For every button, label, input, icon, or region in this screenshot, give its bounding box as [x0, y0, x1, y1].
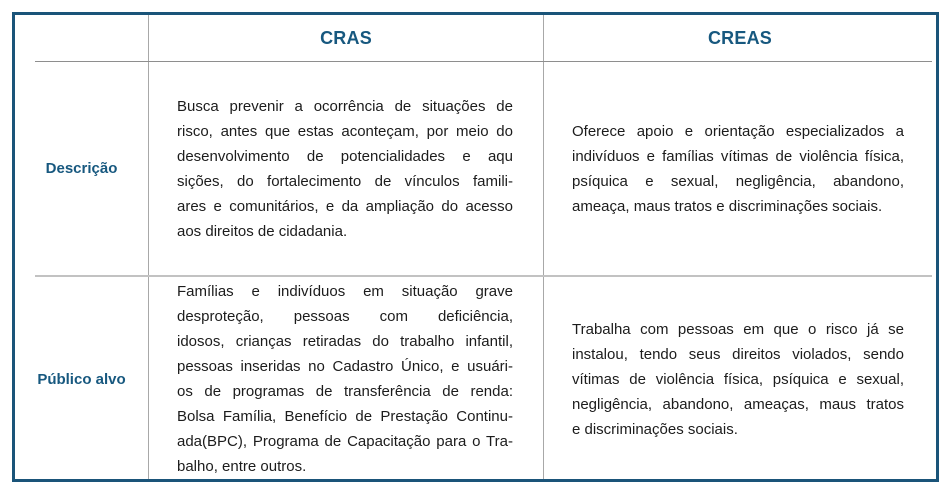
row-label-publico-alvo: Público alvo — [37, 370, 126, 388]
text-line: negligência, abandono, ameaças, maus tratos — [572, 395, 904, 413]
text-line: Bolsa Família, Benefício de Prestação Continu- — [177, 408, 513, 425]
cell-text — [572, 317, 904, 442]
text-line: ameaça, maus tratos e discriminações sociais. — [572, 197, 883, 215]
text-line: Trabalha com pessoas em que o risco já se — [572, 320, 904, 338]
text-line: psíquica e sexual, negligência, abandono, — [572, 172, 904, 190]
text-line: vítimas de violência física, psíquica e sexual, — [572, 370, 904, 388]
table-header-row — [15, 15, 936, 61]
text-line: Oferece apoio e orientação especializados a — [572, 122, 904, 140]
text-line: pessoas inseridas no Cadastro Único, e usuári- — [177, 358, 513, 375]
text-line: ada(BPC), Programa de Capacitação para o Tra- — [177, 433, 513, 450]
comparison-table — [12, 12, 939, 482]
row-label-descricao: Descrição — [45, 160, 118, 177]
cell-publico-alvo-cras — [149, 277, 543, 481]
text-line: risco, antes que estas aconteçam, por meio do — [177, 122, 513, 140]
cell-descricao-creas — [544, 62, 936, 275]
cell-text — [572, 119, 904, 219]
text-line: e discriminações sociais. — [572, 420, 738, 438]
text-line: sições, do fortalecimento de vínculos famili- — [177, 172, 513, 190]
cell-text — [177, 279, 513, 479]
text-line: desproteção, pessoas com deficiência, — [177, 308, 513, 325]
text-line: idosos, crianças retiradas do trabalho infantil, — [177, 333, 513, 350]
text-line: ares e comunitários, e da ampliação do acesso — [177, 197, 513, 215]
text-line: Busca prevenir a ocorrência de situações de — [177, 97, 513, 115]
cell-descricao-cras — [149, 62, 543, 275]
cell-publico-alvo-creas — [544, 277, 936, 481]
text-line: desenvolvimento de potencialidades e aqu — [177, 147, 513, 165]
text-line: Famílias e indivíduos em situação grave — [177, 283, 513, 300]
column-header-creas: CREAS — [707, 27, 772, 48]
text-line: os de programas de transferência de renda: — [177, 383, 513, 400]
text-line: aos direitos de cidadania. — [177, 222, 348, 240]
text-line: instalou, tendo seus direitos violados, sendo — [572, 345, 904, 363]
table-inner — [15, 15, 936, 479]
column-header-cras: CRAS — [320, 27, 372, 48]
text-line: indivíduos e famílias vítimas de violência física, — [572, 147, 904, 165]
text-line: balho, entre outros. — [177, 458, 307, 475]
cell-text — [177, 94, 513, 244]
